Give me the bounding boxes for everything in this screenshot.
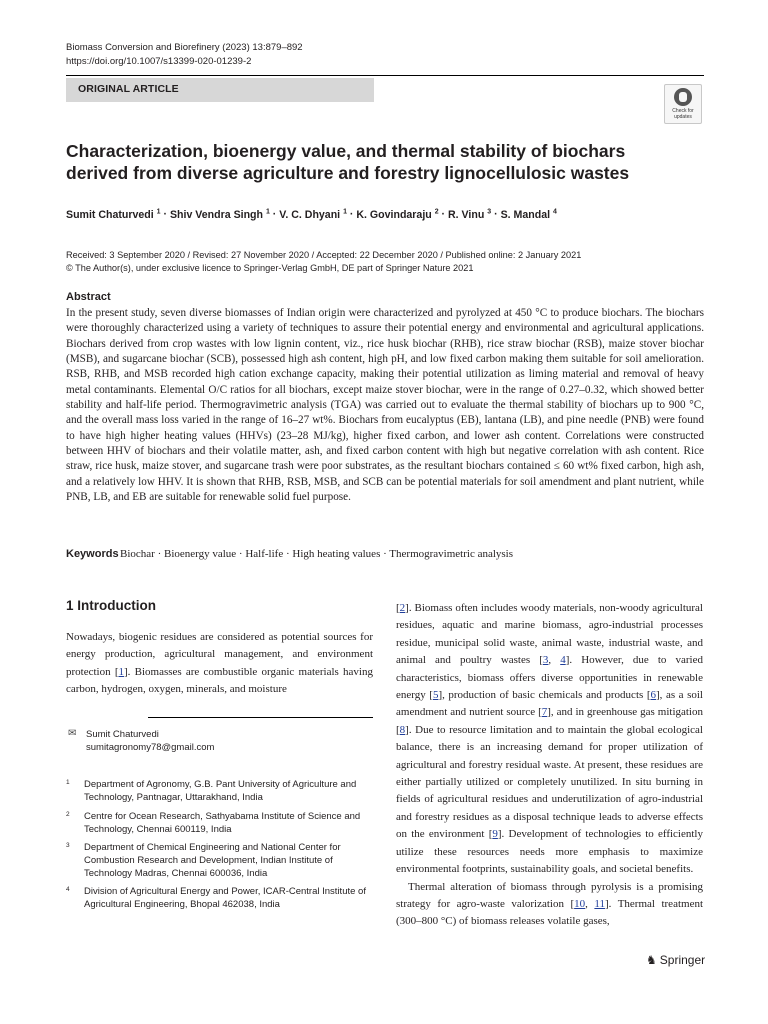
abstract-text: In the present study, seven diverse biomasses of Indian origin were characterized and pyrolyzed at 450 °C to produce biochars. The biochars were thoroughly characterized using a variety of techniques to assure their potential energy and environmental and agricultural applications. Biochars derived from crop wastes with low lignin content, viz., rice husk biochar (RHB), rice straw biochar (RSB), maize stover biochar (MSB), and sugarcane biochar (SCB), possessed high ash content, high pH, and low fixed carbon making them suitable for soil amelioration. RSB, RHB, and MSB recorded high cation exchange capacity, making their potential utilization as liming material and removal of heavy metal contaminants. Elemental O/C ratios for all biochars, except maize stover biochar, were in the range of 0.27–0.32, which showed better stability and half-life period. Thermogravimetric analysis (TGA) was carried out to evaluate the thermal stability of biochars up to 900 °C, and the overall mass loss varied in the range of 16–27 wt%. Biochars from eucalyptus (EB), lantana (LB), and pine needle (PNB) were found to have high higher heating values (HHVs) (23–28 MJ/kg), higher fixed carbon, and lower ash content. Correlations were constructed between HHV of biochars and their volatile matter, ash, and fixed carbon content with high but negative correlation with ash content. Rice straw, rice husk, maize stover, and sugarcane trash were poor substrates, as the resultant biochars contained ≤ 60 wt% fixed carbon, high ash, and a relatively low HHV. It is shown that RHB, RSB, MSB, and SCB can be potential materials for soil amendment and plant nutrient, while PNB, LB, and EB are suitable for renewable solid fuel purpose. [66,307,704,504]
author-affiliation-marker: 1 [265,208,270,215]
intro-left-column [66,629,373,699]
check-for-updates-label: Check for updates [672,108,694,120]
intro-paragraph: [2]. Biomass often includes woody materials, non-woody agricultural residues, aquatic and marine biomass, agro-industrial processes residue, municipal solid waste, animal waste, industrial waste, and animal and poultry wastes [3, 4]. However, due to varied characteristics, biomass offers diverse opportunities in renewable energy [5], production of basic chemicals and products [6], as a soil amendment and nutrient source [7], and in greenhouse gas mitigation [8]. Due to resource limitation and to maintain the global ecological balance, there is an increasing demand for proper utilization of agricultural and forestry residual waste. At present, these residues are either partially utilized or completely unutilized. In situ burning in fields of agricultural residues and underutilization of agro-industrial and forestry residues as a disposal technique leads to adverse effects on the environment [9]. Development of technologies to efficiently utilize these resources needs more emphasis to maximize environmental footprints, sustainability goals, and societal benefits. [396,602,703,876]
author-name[interactable]: V. C. Dhyani $^1$ [279,208,347,221]
author-affiliation-marker: 3 [487,208,492,215]
citation-link[interactable]: 6 [650,689,656,702]
corresponding-author-name: Sumit Chaturvedi [86,729,159,740]
author-name[interactable]: Shiv Vendra Singh $^1$ [169,208,270,221]
footnote-rule [148,717,373,718]
author-name[interactable]: R. Vinu $^3$ [448,208,492,221]
citation-link[interactable]: 4 [560,654,566,667]
author-name[interactable]: S. Mandal $^4$ [500,208,557,221]
publication-dates: Received: 3 September 2020 / Revised: 27 November 2020 / Accepted: 22 December 2020 / Published online: 2 January 2021 [66,250,582,260]
article-type-bar [66,78,374,102]
check-for-updates-badge[interactable] [664,84,702,124]
intro-right-column [396,600,703,931]
publisher-logo [646,953,705,967]
intro-paragraph: Thermal alteration of biomass through pyrolysis is a promising strategy for agro-waste valorization [10, 11]. Thermal treatment (300–800 °C) of biomass releases volatile gases, [396,880,704,928]
citation-link[interactable]: 9 [492,828,498,841]
citation-link[interactable]: 11 [594,897,605,910]
abstract-heading: Abstract [66,291,111,303]
corresponding-author-email[interactable]: sumitagronomy78@gmail.com [86,742,215,753]
citation-link[interactable]: 10 [574,897,586,910]
affiliation-text: Department of Agronomy, G.B. Pant University of Agriculture and Technology, Pantnagar, Uttarakhand, India [84,779,357,803]
envelope-icon: ✉ [68,728,77,739]
author-affiliation-marker: 2 [434,208,439,215]
affiliation-text: Department of Chemical Engineering and National Center for Combustion Research and Development, Indian Institute of Technology Madras, Chennai 600036, India [84,842,341,879]
keywords-heading: Keywords [66,548,119,560]
citation-link[interactable]: 1 [118,665,124,678]
affiliation-number: 2 [66,811,70,818]
affiliation-text: Centre for Ocean Research, Sathyabama Institute of Science and Technology, Chennai 600119, India [84,811,361,835]
citation-link[interactable]: 5 [432,689,439,702]
affiliation-number: 3 [66,842,70,849]
intro-paragraph: Nowadays, biogenic residues are considered as potential sources for energy production, agricultural management, and environment protection [1]. Biomasses are combustible organic materials having carbon, hydrogen, oxygen, minerals, and moisture [66,631,373,696]
author-affiliation-marker: 4 [552,208,557,215]
author-name[interactable]: K. Govindaraju $^2$ [356,208,439,221]
author-affiliation-marker: 1 [343,208,347,215]
citation-link[interactable]: 2 [399,602,406,614]
section-heading-introduction: 1 Introduction [66,598,156,613]
citation-link[interactable]: 7 [541,706,548,719]
affiliation-text: Division of Agricultural Energy and Power, ICAR-Central Institute of Agricultural Engineering, Bhopal 462038, India [84,886,366,910]
citation-link[interactable]: 8 [399,723,406,736]
article-title: Characterization, bioenergy value, and thermal stability of biochars derived from diverse agriculture and forestry lignocellulosic wastes [66,141,630,183]
publisher-name: Springer [659,953,706,967]
journal-citation: Biomass Conversion and Biorefinery (2023) 13:879–892 [66,42,303,53]
springer-horse-icon: ♞ [646,953,657,967]
author-list: Sumit Chaturvedi $^1$ · Shiv Vendra Singh $^1$ · V. C. Dhyani $^1$ · K. Govindaraju $^2$ · R. Vinu $^3$ · S. Mandal $^4$ [66,208,557,221]
check-for-updates-icon [674,88,692,106]
affiliation-number: 4 [66,886,70,893]
copyright-license: © The Author(s), under exclusive licence to Springer-Verlag GmbH, DE part of Springer Nature 2021 [66,263,474,273]
header-rule [66,75,704,76]
keywords-list: Biochar · Bioenergy value · Half-life · High heating values · Thermogravimetric analysis [120,548,514,560]
doi-link[interactable]: https://doi.org/10.1007/s13399-020-01239-2 [66,56,252,67]
affiliation-number: 1 [66,779,70,786]
author-affiliation-marker: 1 [156,208,161,215]
citation-link[interactable]: 3 [542,654,549,667]
author-name[interactable]: Sumit Chaturvedi $^1$ [66,208,161,221]
article-type-label: ORIGINAL ARTICLE [78,83,179,95]
